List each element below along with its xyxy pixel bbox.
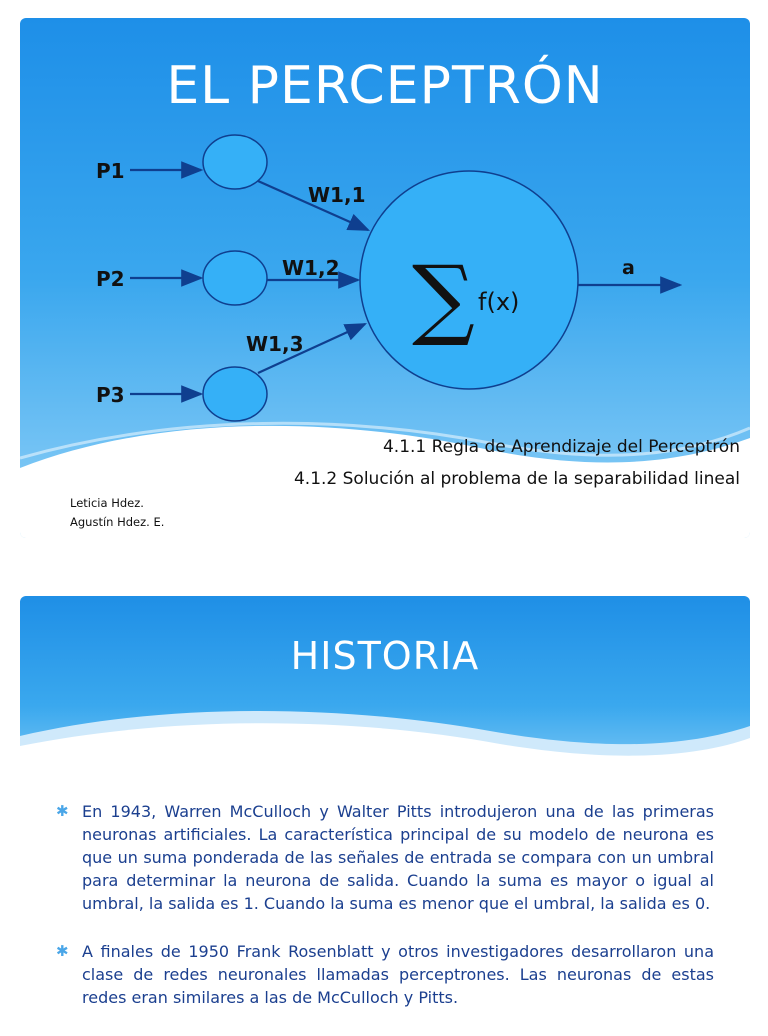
input-node-2 [203,251,267,305]
bullet-star-icon: ✱ [56,942,69,960]
bullet-text: A finales de 1950 Frank Rosenblatt y otros investigadores desarrollaron una clase de redes neuronales llamadas perceptrones. Las neuronas de estas redes eran similares a las de McCulloch y Pitts. [82,942,714,1007]
weight-label-1: W1,1 [308,183,366,207]
weight-label-2: W1,2 [282,256,340,280]
subtopic-1: 4.1.1 Regla de Aprendizaje del Perceptrón [382,437,740,457]
input-label-1: P1 [96,159,125,183]
slide-perceptron [20,18,750,538]
input-node-3 [203,367,267,421]
input-node-1 [203,135,267,189]
output-label: a [622,257,635,279]
slide-title: HISTORIA [290,634,480,678]
input-label-3: P3 [96,383,125,407]
authors [70,494,164,532]
bullet-star-icon: ✱ [56,802,69,820]
list-item [56,800,714,915]
slide-historia [20,596,750,1036]
weight-label-3: W1,3 [246,332,304,356]
history-bullets [56,800,714,1034]
author-1: Leticia Hdez. [70,496,144,510]
perceptron-diagram [20,18,750,438]
input-label-2: P2 [96,267,125,291]
subtopics-list [294,431,740,495]
bullet-text: En 1943, Warren McCulloch y Walter Pitts introdujeron una de las primeras neuronas artificiales. La característica principal de su modelo de neurona es que un suma ponderada de las señales de entrada se compara con un umbral para determinar la neurona de salida. Cuando la suma es mayor o igual al umbral, la salida es 1. Cuando la suma es menor que el umbral, la salida es 0. [82,802,714,913]
header-wave-decoration [20,596,750,796]
list-item [56,940,714,1009]
subtopic-2: 4.1.2 Solución al problema de la separabilidad lineal [293,469,740,489]
sigma-symbol: ∑ [412,246,475,349]
author-2: Agustín Hdez. E. [70,515,165,529]
slide-title: EL PERCEPTRÓN [166,56,604,116]
activation-function-label: f(x) [478,288,520,316]
